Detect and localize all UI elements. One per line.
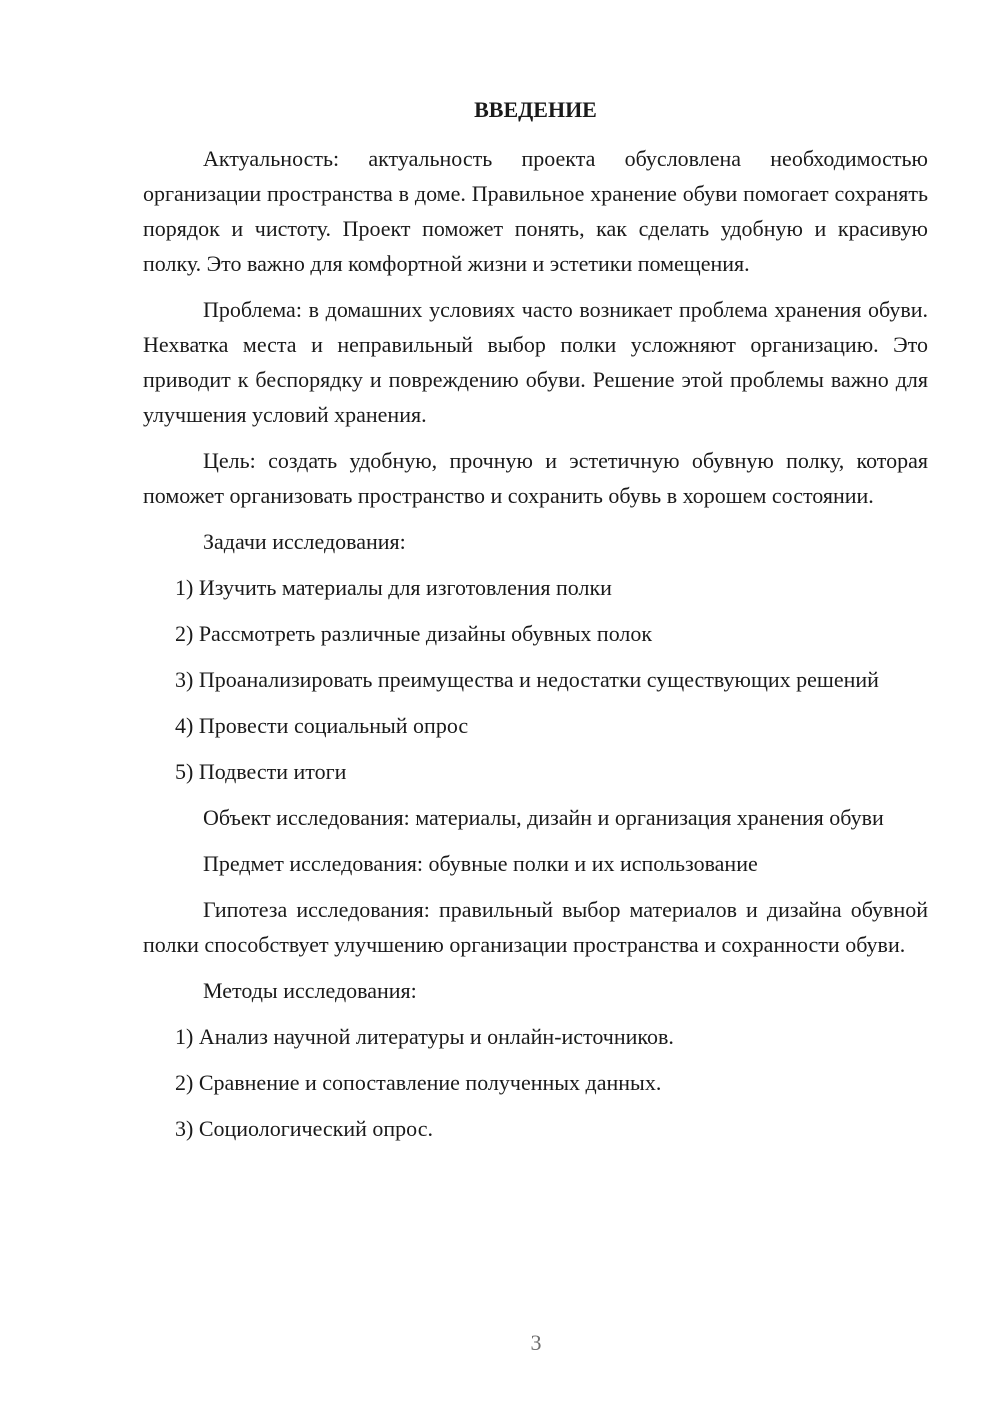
- problem-paragraph: Проблема: в домашних условиях часто возникает проблема хранения обуви. Нехватка места и неправильный выбор полки усложняют организацию. Это приводит к беспорядку и повреждению обуви. Решение этой проблемы важно для улучшения условий хранения.: [143, 297, 928, 427]
- method-item: 2) Сравнение и сопоставление полученных данных.: [175, 1070, 662, 1095]
- page-title: ВВЕДЕНИЕ: [474, 97, 597, 122]
- object-paragraph: Объект исследования: материалы, дизайн и организация хранения обуви: [203, 805, 884, 830]
- task-item: 3) Проанализировать преимущества и недостатки существующих решений: [175, 667, 879, 692]
- subject-paragraph: Предмет исследования: обувные полки и их использование: [203, 851, 758, 876]
- page-number: 3: [530, 1330, 542, 1355]
- task-item: 2) Рассмотреть различные дизайны обувных полок: [175, 621, 653, 646]
- task-item: 4) Провести социальный опрос: [175, 713, 469, 738]
- methods-list: [143, 1019, 928, 1146]
- method-item: 1) Анализ научной литературы и онлайн-источников.: [175, 1024, 674, 1049]
- tasks-list: [143, 570, 928, 789]
- task-item: 1) Изучить материалы для изготовления полки: [175, 575, 612, 600]
- method-item: 3) Социологический опрос.: [175, 1116, 433, 1141]
- methods-heading: Методы исследования:: [203, 978, 417, 1003]
- goal-paragraph: Цель: создать удобную, прочную и эстетичную обувную полку, которая поможет организовать пространство и сохранить обувь в хорошем состоянии.: [143, 448, 928, 508]
- document-page: [143, 92, 928, 1157]
- tasks-heading: Задачи исследования:: [203, 529, 406, 554]
- task-item: 5) Подвести итоги: [175, 759, 347, 784]
- hypothesis-paragraph: Гипотеза исследования: правильный выбор материалов и дизайна обувной полки способствует улучшению организации пространства и сохранности обуви.: [143, 897, 928, 957]
- relevance-paragraph: Актуальность: актуальность проекта обусловлена необходимостью организации пространства в доме. Правильное хранение обуви помогает сохранять порядок и чистоту. Проект поможет понять, как сделать удобную и красивую полку. Это важно для комфортной жизни и эстетики помещения.: [143, 146, 928, 276]
